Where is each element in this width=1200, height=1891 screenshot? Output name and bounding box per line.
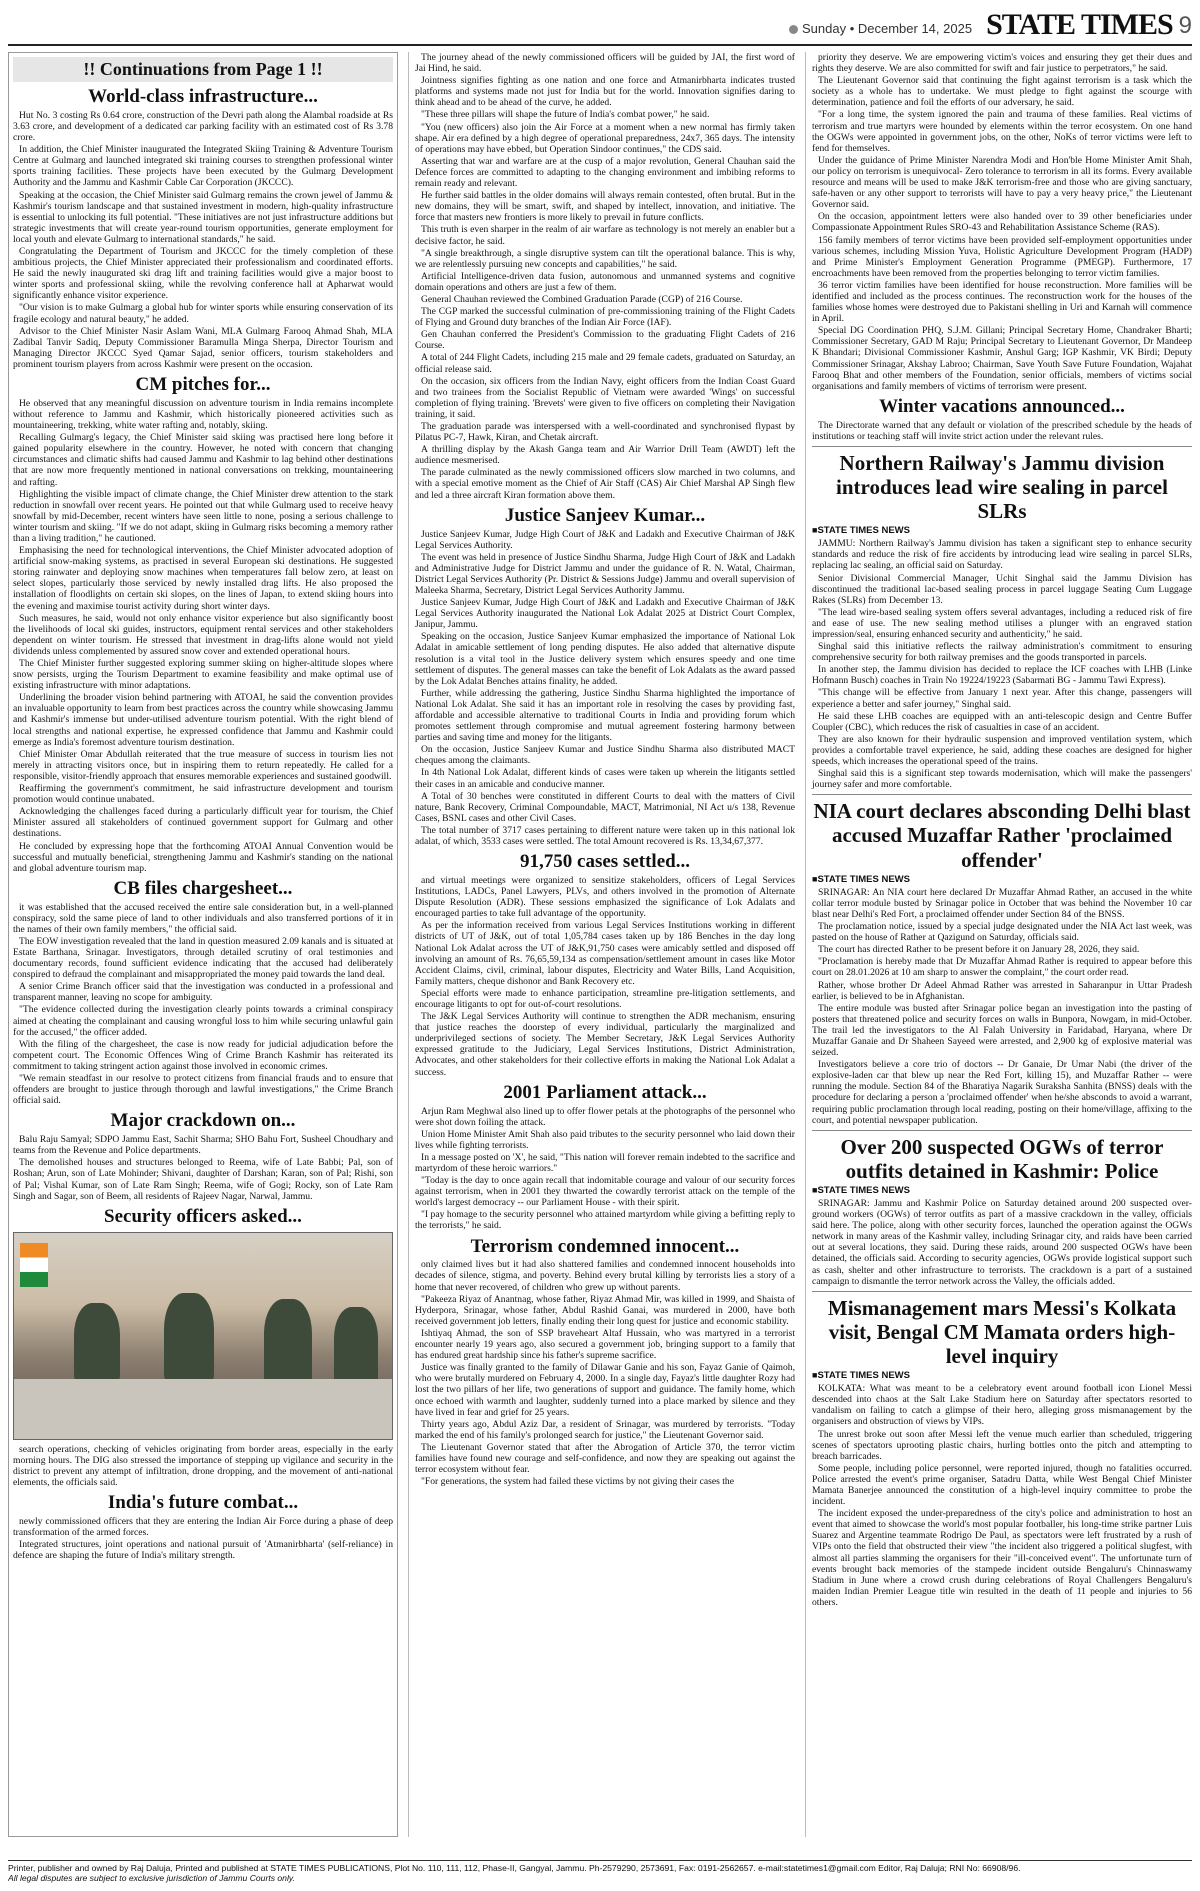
columns (8, 52, 1192, 1837)
paragraph: "A single breakthrough, a single disruptive system can tilt the operational balance. This is why, we are relentlessly pursuing new concepts and capabilities," he said. (415, 247, 795, 270)
column-3 (805, 52, 1192, 1837)
byline: ■ STATE TIMES NEWS (812, 1185, 1192, 1196)
paragraph: Thirty years ago, Abdul Aziz Dar, a resident of Srinagar, was murdered by terrorists. "Today marked the end of his family's prolonged search for justice," the Lieutenant Governor said. (415, 1418, 795, 1441)
issue-date: Sunday • December 14, 2025 (789, 21, 972, 36)
meeting-photo (13, 1232, 393, 1440)
paragraph: The Lieutenant Governor said that continuing the fight against terrorism is a task which the society as a whole has to undertake. We must pledge to fight against the scourge with determination, patience and foil the efforts of our adversary, he said. (812, 75, 1192, 109)
paragraph: Some people, including police personnel, were reported injured, though no fatalities occurred. Police arrested the event's prime organiser, Satadru Datta, while West Bengal Chief Minister Mamata Banerjee announced the constitution of a high-level inquiry committee to probe the incident. (812, 1462, 1192, 1508)
article-body (13, 1444, 393, 1488)
paragraph: JAMMU: Northern Railway's Jammu division has taken a significant step to enhance security standards and reduce the risk of fire accidents by introducing lead wire sealing in parcel SLRs, replacing lac sealing, an official said on Saturday. (812, 538, 1192, 572)
article-body (812, 538, 1192, 790)
paragraph: In addition, the Chief Minister inaugurated the Integrated Skiing Training & Adventure Tourism Centre at Gulmarg and launched integrated ski training courses to strengthen professional winter sports training facilities. These projects have been executed by the Gulmarg Development Authority and the Jammu and Kashmir Cable Car Corporation (JKCCC). (13, 144, 393, 189)
paragraph: Jointness signifies fighting as one nation and one force and Atmanirbharta indicates trusted platforms and systems made not just for India but for the world. Innovation signifies daring to think ahead and to be ahead of the curve, he added. (415, 75, 795, 109)
paragraph: Senior Divisional Commercial Manager, Uchit Singhal said the Jammu Division has discontinued the traditional lac-based sealing process in parcel luggage Seating Cum Luggage Rakes (SLRs) from December 13. (812, 572, 1192, 606)
paragraph: Asserting that war and warfare are at the cusp of a major revolution, General Chauhan said the Defence forces are committed to adapting to the changing environment and imbibing reforms to remain ready and relevant. (415, 155, 795, 190)
paragraph: Gen Chauhan conferred the President's Commission to the graduating Flight Cadets of 216 Course. (415, 329, 795, 352)
paragraph: He concluded by expressing hope that the forthcoming ATOAI Annual Convention would be successful and mutually beneficial, strengthening Jammu and Kashmir's standing on the national and global adventure tourism map. (13, 840, 393, 874)
paragraph: Singhal said this is a significant step towards modernisation, which will make the passengers' journey safer and more comfortable. (812, 768, 1192, 791)
paragraph: Justice Sanjeev Kumar, Judge High Court of J&K and Ladakh and Executive Chairman of J&K Legal Services Authority. (415, 528, 795, 551)
paragraph: Advisor to the Chief Minister Nasir Aslam Wani, MLA Gulmarg Farooq Ahmad Shah, MLA Zadibal Tanvir Sadiq, Deputy Commissioner Baramulla Minga Sherpa, Director Tourism and Managing Director JKCCC Syed Qamar Sajad, senior officers, tourism stakeholders and prominent tourism players from across Kashmir were present on the occasion. (13, 325, 393, 370)
paragraph: He further said battles in the older domains will always remain contested, often brutal. But in the new domains, they will be smart, swift, and shaped by intellect, innovation, and initiative. The force that masters new frontiers is more likely to prevail in future conflicts. (415, 190, 795, 224)
paragraph: Recalling Gulmarg's legacy, the Chief Minister said skiing was practised here long before it gained popularity elsewhere in the country. However, he noted with concern that changing circumstances and climatic shifts had caused Jammu and Kashmir to lag behind other destinations that are now more frequently mentioned in national conversations on trekking, mountaineering and rafting. (13, 432, 393, 488)
paragraph: "This change will be effective from January 1 next year. After this change, passengers will experience a better and safer journey," Singhal said. (812, 687, 1192, 710)
paragraph: Justice Sanjeev Kumar, Judge High Court of J&K and Ladakh and Executive Chairman of J&K Legal Services Authority inaugurated the National Lok Adalat 2025 at District Court Complex, Janipur, Jammu. (415, 597, 795, 631)
paragraph: "Our vision is to make Gulmarg a global hub for winter sports while ensuring conservation of its fragile ecology and natural beauty," he added. (13, 302, 393, 325)
paragraph: In a message posted on 'X', he said, "This nation will forever remain indebted to the sacrifice and martyrdom of these heroic warriors." (415, 1151, 795, 1174)
paragraph: The Chief Minister further suggested exploring summer skiing on higher-altitude slopes where snow persists, urging the Tourism Department to examine feasibility and make optimal use of existing infrastructure with minor adaptations. (13, 658, 393, 692)
article-title: Security officers asked... (104, 1205, 302, 1227)
paragraph: "The lead wire-based sealing system offers several advantages, including a reduced risk of fire and ease of use. The new sealing method utilises a plunger with an engraved station impression/seal, ensuring enhanced security and authenticity," he said. (812, 606, 1192, 641)
paragraph: He said these LHB coaches are equipped with an anti-telescopic design and Centre Buffer Coupler (CBC), which reduces the risk of casualties in case of an accident. (812, 710, 1192, 733)
paragraph: As per the information received from various Legal Services Institutions working in different districts of UT of J&K, out of total 1,05,784 cases taken up by 186 Benches in the day long National Lok Adalat across the UT of J&K,91,750 cases were amicably settled and disposed off involving an amount of Rs. 76,65,59,134 as compensation/settlement amount in cases like Motor Accident Claims, civil, criminal, labour disputes, Electricity and Water Bills, Land Acquisition, Family matters, cheque dishonor and Bank Recovery etc. (415, 920, 795, 987)
article-title: Major crackdown on... (110, 1110, 296, 1132)
paragraph: Hut No. 3 costing Rs 0.64 crore, construction of the Devri path along the Alambal roadside at Rs 3.63 crore, and development of a dedicated car parking facility with an estimated cost of Rs 3.78 crore. (13, 109, 393, 144)
paragraph: The parade culminated as the newly commissioned officers slow marched in two columns, and with a special emotive moment as the Chief of Air Staff (CAS) Air Chief Marshal AP Singh flew and led a three aircraft Kiran formation above them. (415, 467, 795, 501)
article-body (13, 398, 393, 874)
article-title: CM pitches for... (135, 374, 271, 395)
paragraph: Integrated structures, joint operations and national pursuit of 'Atmanirbharta' (self-reliance) in defence are shaping the future of India's military strength. (13, 1538, 393, 1562)
newspaper-logo: STATE TIMES (986, 8, 1173, 41)
paragraph: "You (new officers) also join the Air Force at a moment when a new normal has firmly taken shape. Air era defined by a high degree of operational preparedness, 24x7, 365 days. The intensity of operations may have ebbed, but Operation Sindoor continues," the CDS said. (415, 121, 795, 155)
person-figure (164, 1293, 214, 1383)
masthead-rule (8, 44, 1192, 46)
paragraph: Congratulating the Department of Tourism and JKCCC for the timely completion of these ambitious projects, the Chief Minister appreciated their professionalism and coordinated efforts. He said the newly inaugurated ski drag lift and training facilities would give a major boost to winter sports and professional skiing, while the revolving conference hall at Apharwat would significantly enhance visitor experience. (13, 245, 393, 302)
paragraph: Special DG Coordination PHQ, S.J.M. Gillani; Principal Secretary Home, Chandraker Bharti; Commissioner Secretary, GAD M Raju; Principal Secretary to Lieutenant Governor, Dr Mandeep K Bhandari; Divisional Commissioner Kashmir, Anshul Garg; IGP Kashmir, VK Birdi; Deputy Commissioner Srinagar, Akshay Labroo; Chairman, Save Youth Save Future Foundation, Wajahat Farooq Bhat and other members of the Foundation, senior officials, members of victims social organisations and family members of victims of terrorism were present. (812, 325, 1192, 392)
paragraph: Artificial Intelligence-driven data fusion, autonomous and unmanned systems and cognitive domain operations and others are just a few of them. (415, 270, 795, 293)
article-body (812, 420, 1192, 442)
paragraph: it was established that the accused received the entire sale consideration but, in a well-planned conspiracy, sold the same piece of land to other individuals and also transferred portions of it in the names of their own family members," the official said. (13, 901, 393, 935)
article-body (812, 1198, 1192, 1287)
continuations-banner: !! Continuations from Page 1 !! (13, 57, 393, 82)
paragraph: The graduation parade was interspersed with a well-coordinated and synchronised flypast by Pilatus PC-7, Hawk, Kiran, and Chetak aircraft. (415, 421, 795, 444)
paragraph: 36 terror victim families have been identified for house reconstruction. More families will be identified and included as the process continues. The reconstruction work for the houses of the families whose homes were destroyed due to Pakistani shelling in Uri and Karnah will commence in April. (812, 279, 1192, 325)
paragraph: Speaking at the occasion, the Chief Minister said Gulmarg remains the crown jewel of Jammu & Kashmir's tourism landscape and that sustained investment in modern, high-quality infrastructure is essential to unlocking its full potential. "These initiatives are not just infrastructure additions but strategic investments that will create year-round tourism opportunities, generate employment for local youth and elevate Gulmarg to international standards," he said. (13, 189, 393, 245)
article-headline: Mismanagement mars Messi's Kolkata visit, Bengal CM Mamata orders high-level inquiry (812, 1291, 1192, 1368)
paragraph: and virtual meetings were organized to sensitize stakeholders, officers of Legal Services Institutions, LADCs, Panel Lawyers, PLVs, and others involved in the promotion of Alternate Dispute Resolution (ADR). These sessions emphasized the significance of Lok Adalats and encouraged parties to take full advantage of the opportunity. (415, 874, 795, 920)
article-title: CB files chargesheet... (113, 877, 293, 899)
paragraph: "I pay homage to the security personnel who attained martyrdom while giving a befitting reply to the terrorists," he said. (415, 1209, 795, 1232)
article-body (415, 1259, 795, 1487)
paragraph: Such measures, he said, would not only enhance visitor experience but also significantly boost the livelihoods of local ski guides, instructors, equipment rental services and other stakeholders dependent on winter tourism. He stressed that investment in drag-lifts alone would not yield dividends unless complemented by assured snow cover and extended operational hours. (13, 612, 393, 657)
article-body (13, 1134, 393, 1202)
flag-icon (20, 1243, 48, 1287)
paragraph: The entire module was busted after Srinagar police began an investigation into the pasting of posters that threatened police and security forces on walls in Bunpora, Nowgam, in mid-October. The trail led the investigators to the Al Falah University in Faridabad, Haryana, where Dr Muzaffar Ganaie and Dr Shaheen Sayeed were arrested, and 2,900 kg of explosive material was seized. (812, 1002, 1192, 1059)
paragraph: Chief Minister Omar Abdullah reiterated that the true measure of success in tourism lies not merely in attracting visitors once, but in inspiring them to return repeatedly. He called for a responsible, visitor-friendly approach that ensures memorable experiences and sustained goodwill. (13, 748, 393, 782)
paragraph: 156 family members of terror victims have been provided self-employment opportunities under various schemes, including Mission Yuva, Holistic Agriculture Development Program (HADP) and Prime Minister's Employment Generation Programme (PMEGP). Furthermore, 17 encroachments have been removed from the properties belonging to terror victim families. (812, 234, 1192, 279)
paragraph: On the occasion, appointment letters were also handed over to 39 other beneficiaries under Compassionate Appointment Rules SRO-43 and Rehabilitation Assistance Scheme (RAS). (812, 211, 1192, 234)
paragraph: General Chauhan reviewed the Combined Graduation Parade (CGP) of 216 Course. (421, 293, 743, 305)
paragraph: Special efforts were made to enhance participation, streamline pre-litigation settlements, and encourage litigants to opt for out-of-court resolutions. (415, 987, 795, 1010)
paragraph: "We remain steadfast in our resolve to protect citizens from financial frauds and to ensure that offenders are brought to justice through thorough and lawful investigations," the Crime Branch official said. (13, 1073, 393, 1107)
paragraph: Further, while addressing the gathering, Justice Sindhu Sharma highlighted the importance of National Lok Adalat. She said it has an important role in resolving the cases by providing fast, affordable and accessible alternative to traditional Courts in India and providing forum which promotes settlement through compromise and mutual agreement fostering harmony between parties and saving time and money for the litigants. (415, 687, 795, 744)
paragraph: A thrilling display by the Akash Ganga team and Air Warrior Drill Team (AWDT) left the audience mesmerised. (415, 444, 795, 467)
newspaper-page (8, 4, 1192, 1883)
conference-table (14, 1379, 392, 1439)
article-title: Terrorism condemned innocent... (470, 1235, 740, 1257)
paragraph: "Today is the day to once again recall that indomitable courage and valour of our security forces against terrorism, when in 2001 they thwarted the cowardly terrorist attack on the temple of the world's largest democracy -- our Parliament House - with their spirit. (415, 1175, 795, 1209)
article-title: Justice Sanjeev Kumar... (504, 504, 706, 526)
article-body (812, 52, 1192, 392)
imprint-line: Printer, publisher and owned by Raj Daluja, Printed and published at STATE TIMES PUBLICATIONS, Plot No. 110, 111, 112, Phase-II, Gangyal, Jammu. Ph-2579290, 2573691, Fax: 0191-2562657. e-mail:statetimes1@gmail.com Editor, Raj Daluja; RNI No: 66908/96. (8, 1863, 1021, 1873)
paragraph: Union Home Minister Amit Shah also paid tributes to the security personnel who laid down their lives while fighting terrorists. (415, 1128, 795, 1151)
column-1 (8, 52, 398, 1837)
paragraph: The incident exposed the under-preparedness of the city's police and administration to host an event that aimed to showcase the world's most popular footballer, his long-time strike partner Luis Suarez and Argentine teammate Rodrigo De Paul, as spectators were left frustrated by a rush of VIPs onto the field that obstructed their view "the incident also triggered a political slugfest, with almost all parties slamming the organisers for their "ill-conceived event". The unfortunate turn of events brought back memories of the stampede incident outside Bengaluru's Chinnaswamy Stadium in June where a crowd crush during celebrations of Royal Challengers Bengaluru's maiden Indian Premier League title win resulted in the death of 11 people and injuries to 56 others. (812, 1508, 1192, 1608)
article-body (415, 1106, 795, 1232)
paragraph: Underlining the broader vision behind partnering with ATOAI, he said the convention provides an invaluable opportunity to learn from best practices across the country while showcasing Jammu and Kashmir's immense but under-utilised adventure tourism potential. With the right blend of local strengths and national expertise, he expressed confidence that Jammu and Kashmir could emerge as India's foremost adventure tourism destination. (13, 692, 393, 748)
article-body (13, 902, 393, 1107)
article-title: 91,750 cases settled... (520, 851, 690, 873)
paragraph: The event was held in presence of Justice Sindhu Sharma, Judge High Court of J&K and Ladakh and Administrative Judge for District Jammu and under the guidance of R. N. Watal, Chairman, District Legal Services Authority (Pr. District & Sessions Judge) Jammu and overall supervision of Maleeka Sharma, Secretary, District Legal Services Authority Jammu. (415, 551, 795, 596)
paragraph: "For generations, the system had failed these victims by not giving their cases the (421, 1476, 734, 1488)
paragraph: The court has directed Rather to be present before it on January 28, 2026, they said. (818, 944, 1140, 956)
paragraph: "The evidence collected during the investigation clearly points towards a criminal conspiracy aimed at cheating the complainant and causing wrongful loss to him while securing unlawful gain for the accused," the officer added. (13, 1004, 393, 1038)
paragraph: The total number of 3717 cases pertaining to different nature were taken up in this national lok adalat, of which, 3533 cases were settled. The total Amount recovered is Rs. 13,34,67,377. (415, 824, 795, 848)
masthead (8, 4, 1192, 42)
byline: ■ STATE TIMES NEWS (812, 1370, 1192, 1381)
person-figure (264, 1299, 312, 1385)
paragraph: A Total of 30 benches were constituted in different Courts to deal with the matters of Civil nature, Bank Recovery, Criminal Compoundable, MACT, Matrimonial, NI Act u/s 138, Revenue Cases, BSNL cases and other Civil Cases. (415, 790, 795, 824)
paragraph: The J&K Legal Services Authority will continue to strengthen the ADR mechanism, ensuring that justice reaches the doorstep of every individual, particularly the marginalized and underprivileged sections of society. The Member Secretary, J&K Legal Services Authority expressed gratitude to the Judiciary, Legal Services Institutions, District Administration, Advocates, and other stakeholders for their collective efforts in making the National Lok Adalat a success. (415, 1011, 795, 1078)
paragraph: only claimed lives but it had also shattered families and condemned innocent households into decades of silence, stigma, and poverty. Behind every brutal killing by terrorists lies a story of a home that never recovered, of children who grew up without parents. (415, 1259, 795, 1293)
paragraph: A senior Crime Branch officer said that the investigation was conducted in a professional and transparent manner, leaving no scope for ambiguity. (13, 981, 393, 1004)
paragraph: "Pakeeza Riyaz of Anantnag, whose father, Riyaz Ahmad Mir, was killed in 1999, and Shaista of Hyderpora, Srinagar, whose father, Abdul Rashid Ganai, was murdered in 2000, have both received government job letters, finally ending their long quest for justice and economic stability. (415, 1293, 795, 1327)
paragraph: Speaking on the occasion, Justice Sanjeev Kumar emphasized the importance of National Lok Adalat in amicable settlement of long pending disputes. He also added that alternative dispute resolution is a vital tool in the Justice delivery system which ensures speedy and one time settlement of disputes. The general masses can take the benefit of Lok Adalats as the award passed by the Lok Adalat Benches attains finality, he added. (415, 631, 795, 687)
paragraph: Reaffirming the government's commitment, he said infrastructure development and tourism promotion would continue unabated. (13, 783, 393, 806)
paragraph: The Directorate warned that any default or violation of the prescribed schedule by the heads of institutions or teaching staff will invite strict action under the relevant rules. (812, 419, 1192, 442)
paragraph: Arjun Ram Meghwal also lined up to offer flower petals at the photographs of the personnel who were shot down foiling the attack. (415, 1105, 795, 1128)
paragraph: newly commissioned officers that they are entering the Indian Air Force during a phase of deep transformation of the armed forces. (13, 1515, 393, 1538)
byline: ■ STATE TIMES NEWS (812, 874, 1192, 885)
paragraph: He observed that any meaningful discussion on adventure tourism in India remains incomplete without reference to Jammu and Kashmir, which historically pioneered activities such as mountaineering, trekking, white water rafting and, notably, skiing. (13, 397, 393, 432)
paragraph: "These three pillars will shape the future of India's combat power," he said. (421, 109, 710, 121)
article-body (812, 887, 1192, 1126)
paragraph: "Proclamation is hereby made that Dr Muzaffar Ahmad Rather is required to appear before this court on 28.01.2026 at 10 am sharp to answer the complaint," the court order read. (812, 956, 1192, 979)
paragraph: In another step, the Jammu division has decided to replace the ICF coaches with LHB (Linke Hofmann Busch) coaches in Train No 19224/19223 (Sabarmati BG - Jammu Tawi Express). (812, 664, 1192, 687)
paragraph: The unrest broke out soon after Messi left the venue much earlier than scheduled, triggering scenes of spectators uprooting plastic chairs, hurling bottles onto the pitch and attempting to breach barricades. (812, 1428, 1192, 1462)
article-headline: Over 200 suspected OGWs of terror outfits detained in Kashmir: Police (812, 1130, 1192, 1183)
paragraph: They are also known for their hydraulic suspension and improved ventilation system, which provides a comfortable travel experience, he said, adding these coaches are designed for higher speeds, which increases the operational speed of the trains. (812, 733, 1192, 768)
paragraph: Emphasising the need for technological interventions, the Chief Minister advocated adoption of artificial snow-making systems, as practised in several European ski destinations. He suggested storing rainwater and deploying snow machines when temperatures fall below zero, at least on select slopes, particularly those serviced by newly installed drag lifts. He also proposed the installation of floodlights on certain ski slopes, on the lines of Japan, to extend skiing hours into the evening and maximise tourist activity during short winter days. (13, 545, 393, 612)
column-2 (408, 52, 795, 1837)
article-body (13, 1516, 393, 1561)
article-title: 2001 Parliament attack... (503, 1081, 707, 1103)
paragraph: Balu Raju Samyal; SDPO Jammu East, Sachit Sharma; SHO Bahu Fort, Susheel Choudhary and teams from the Revenue and Police departments. (13, 1134, 393, 1157)
paragraph: The Lieutenant Governor stated that after the Abrogation of Article 370, the terror victim families have found new courage and self-confidence, and now they are speaking out against the terror ecosystem without fear. (415, 1441, 795, 1476)
paragraph: SRINAGAR: Jammu and Kashmir Police on Saturday detained around 200 suspected over-ground workers (OGWs) of terror outfits as part of a massive crackdown in the valley, officials said here. The police, along with other security forces, launched the operation against the OGWs network in many areas of the Kashmir valley, including Srinagar city, and raids have been carried out at several locations, they said. During these raids, around 200 suspected OGWs have been detained, the officials said. According to security agencies, OGWs provide logistical support such as cash, shelter and other infrastructure to terrorists. The crackdown is a part of a sustained campaign to dismantle the terror network across the Valley, the officials added. (812, 1198, 1192, 1287)
article-title: Winter vacations announced... (879, 395, 1125, 417)
article-body (812, 1383, 1192, 1608)
article-headline: Northern Railway's Jammu division introduces lead wire sealing in parcel SLRs (812, 446, 1192, 523)
article-body (13, 110, 393, 370)
paragraph: KOLKATA: What was meant to be a celebratory event around football icon Lionel Messi descended into chaos at the Salt Lake Stadium here on Saturday after spectators resorted to vandalism on failing to catch a glimpse of their hero, alleging gross mismanagement by the organisers and obstruction of views by VIPs. (812, 1383, 1192, 1428)
jurisdiction-line: All legal disputes are subject to exclusive jurisdiction of Jammu Courts only. (8, 1873, 295, 1883)
article-title: World-class infrastructure... (88, 86, 318, 107)
paragraph: priority they deserve. We are empowering victim's voices and ensuring they get their dues and rights they deserve. We are also committed for swift and fair justice to perpetrators," he said. (812, 52, 1192, 75)
paragraph: "For a long time, the system ignored the pain and trauma of these families. Real victims of terrorism and true martyrs were hounded by elements within the terror ecosystem. On one hand the OGWs were appointed in government jobs, on the other, NoKs of terror victims were left to fend for themselves. (812, 109, 1192, 154)
paragraph: The proclamation notice, issued by a special judge designated under the NIA Act last week, was pasted on the house of Rather at Qazigund on Saturday, officials said. (812, 921, 1192, 944)
paragraph: Under the guidance of Prime Minister Narendra Modi and Hon'ble Home Minister Amit Shah, our policy on terrorism is unequivocal- Zero tolerance to terrorism in all its forms. Every available resource and means will be used to make J&K terrorism-free and those who are giving sanctuary, safe-haven or any other support to terrorists will have to pay a very heavy price," the Lieutenant Governor said. (812, 154, 1192, 211)
paragraph: A total of 244 Flight Cadets, including 215 male and 29 female cadets, graduated on Saturday, an official release said. (415, 352, 795, 375)
article-body (415, 52, 795, 501)
paragraph: Rather, whose brother Dr Adeel Ahmad Rather was arrested in Saharanpur in Uttar Pradesh earlier, is believed to be in Afghanistan. (812, 979, 1192, 1002)
paragraph: Investigators believe a core trio of doctors -- Dr Ganaie, Dr Umar Nabi (the driver of the explosive-laden car that blew up near the Red Fort, killing 15), and Muzaffar Rather -- were running the module. Section 84 of the Bharatiya Nagarik Suraksha Sanhita (BNSS) deals with the procedure for declaring a person a 'proclaimed offender' when he/she absconds to avoid a warrant, requiring public proclamation through local reading, posting on their home/village, affixing to the court, and potential newspaper publication. (812, 1059, 1192, 1126)
paragraph: Highlighting the visible impact of climate change, the Chief Minister drew attention to the stark reduction in snowfall over recent years. He pointed out that while Gulmarg used to receive heavy snowfall by mid-December, recent winters have seen little to none, posing a serious challenge to winter tourism and skiing. "If we do not adapt, skiing in Gulmarg risks becoming a memory rather than a living tradition," he cautioned. (13, 488, 393, 544)
paragraph: Justice was finally granted to the family of Dilawar Ganie and his son, Fayaz Ganie of Qaimoh, who were brutally murdered on February 4, 2000. In a single day, Fayaz's little daughter Rozy had lost the two pillars of her life, two generations of support and guidance. The family home, which once echoed with warmth and laughter, suddenly turned into a place marked by silence and they have lived in fear and grief for 25 years. (415, 1362, 795, 1418)
imprint-footer (8, 1860, 1192, 1883)
paragraph: Acknowledging the challenges faced during a particularly difficult year for tourism, the Chief Minister assured all stakeholders of continued government support for Gulmarg and other destinations. (13, 806, 393, 840)
paragraph: The journey ahead of the newly commissioned officers will be guided by JAI, the first word of Jai Hind, he said. (415, 52, 795, 75)
paragraph: The EOW investigation revealed that the land in question measured 2.09 kanals and is situated at Estate Barthana, Srinagar. Investigators, through detailed scrutiny of oral testimonies and documentary records, found sufficient evidence indicating that the accused had deliberately conspired to defraud the complainant and misappropriated the money paid towards the land deal. (13, 935, 393, 981)
person-figure (74, 1303, 120, 1383)
paragraph: In 4th National Lok Adalat, different kinds of cases were taken up wherein the litigants settled their cases in an amicable and conducive manner. (415, 767, 795, 790)
paragraph: The CGP marked the successful culmination of pre-commissioning training of the Flight Cadets of Flying and Ground duty branches of the Indian Air Force (IAF). (415, 306, 795, 329)
article-body (415, 875, 795, 1078)
person-figure (334, 1307, 378, 1385)
paragraph: Ishtiyaq Ahmad, the son of SSP braveheart Altaf Hussain, who was martyred in a terrorist encounter nearly 19 years ago, also secured a government job, bringing support to a family that has endured great hardship since his father's supreme sacrifice. (415, 1327, 795, 1362)
byline: ■ STATE TIMES NEWS (812, 525, 1192, 536)
paragraph: On the occasion, Justice Sanjeev Kumar and Justice Sindhu Sharma also distributed MACT cheques among the claimants. (415, 744, 795, 767)
paragraph: The demolished houses and structures belonged to Reema, wife of Late Babbi; Pal, son of Roshan; Arun, son of Late Mohinder; Shivani, daughter of Darshan; Karan, son of Pal; Rishi, son of Pal; Vishal Kumar, son of Late Ram Singh; Reema, wife of Gogi; Rocky, son of Late Ram Singh and Sagar, son of Beem, all residents of Rajeev Nagar, Narwal, Jammu. (13, 1157, 393, 1202)
paragraph: This truth is even sharper in the realm of air warfare as technology is not merely an enabler but a decisive factor, he said. (415, 224, 795, 247)
page-number: 9 (1178, 12, 1192, 39)
paragraph: SRINAGAR: An NIA court here declared Dr Muzaffar Ahmad Rather, an accused in the white collar terror module busted by Srinagar police in October that was behind the November 10 car blast near Delhi's Red Fort, a proclaimed offender under Section 84 of the BNSS. (812, 886, 1192, 920)
article-headline: NIA court declares absconding Delhi blast accused Muzaffar Rather 'proclaimed offender' (812, 794, 1192, 871)
paragraph: search operations, checking of vehicles originating from border areas, especially in the early morning hours. The DIG also stressed the importance of stepping up vigilance and security in the district to prevent any attempt of infiltration, drone dropping, and the movement of anti-national elements, the officials said. (13, 1443, 393, 1488)
paragraph: On the occasion, six officers from the Indian Navy, eight officers from the Indian Coast Guard and two trainees from the Socialist Republic of Vietnam were awarded 'Wings' on successful completion of flying training. 'Brevets' were given to five officers on completing their Navigation training, it said. (415, 375, 795, 420)
paragraph: Singhal said this initiative reflects the railway administration's commitment to ensuring comprehensive security for both railway premises and the goods transported in parcels. (812, 641, 1192, 664)
paragraph: With the filing of the chargesheet, the case is now ready for judicial adjudication before the competent court. The Economic Offences Wing of Crime Branch Kashmir has reiterated its commitment to taking stringent action against those involved in economic crimes. (13, 1038, 393, 1072)
article-title: India's future combat... (107, 1491, 299, 1513)
article-body (415, 529, 795, 848)
